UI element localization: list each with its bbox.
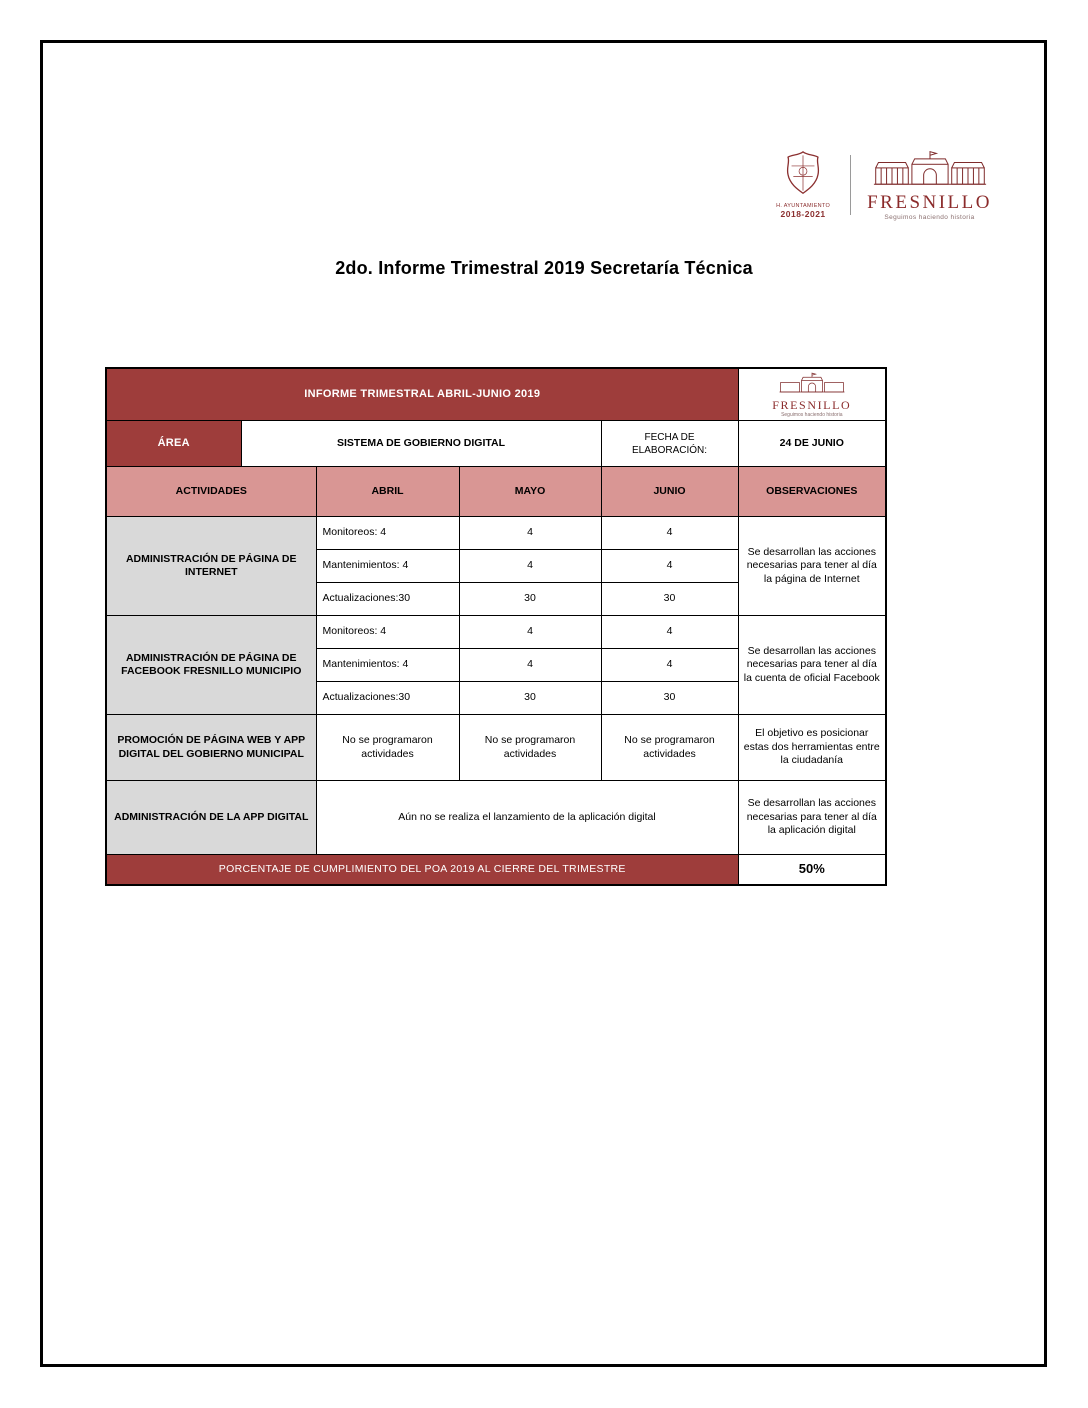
- cell-abril: Actualizaciones:30: [316, 682, 459, 715]
- cell-abril: Mantenimientos: 4: [316, 550, 459, 583]
- crest-icon: [781, 150, 825, 201]
- table-logo-cell: [738, 368, 886, 421]
- area-label: ÁREA: [106, 421, 241, 467]
- col-header-abril: ABRIL: [316, 467, 459, 517]
- municipal-crest: [772, 150, 834, 219]
- cell-junio: 4: [601, 649, 738, 682]
- cell-junio: 4: [601, 616, 738, 649]
- cell-mayo: 4: [459, 616, 601, 649]
- col-header-actividades: ACTIVIDADES: [106, 467, 316, 517]
- fresnillo-logo: [867, 148, 992, 221]
- obs-app: Se desarrollan las acciones necesarias para tener al día la aplicación digital: [738, 781, 886, 855]
- cell-mayo: 4: [459, 517, 601, 550]
- cell-abril: Monitoreos: 4: [316, 517, 459, 550]
- cell-mayo: 4: [459, 550, 601, 583]
- fresnillo-wordmark: FRESNILLO: [867, 192, 992, 213]
- fresnillo-wordmark: FRESNILLO: [772, 397, 852, 412]
- building-icon: [870, 148, 990, 191]
- footer-label: PORCENTAJE DE CUMPLIMIENTO DEL POA 2019 AL CIERRE DEL TRIMESTRE: [106, 855, 738, 885]
- logo-divider: [850, 155, 851, 215]
- cell-mayo: No se programaron actividades: [459, 715, 601, 781]
- cell-junio: 4: [601, 550, 738, 583]
- cell-mayo: 30: [459, 583, 601, 616]
- crest-years: 2018-2021: [780, 209, 826, 219]
- cell-abril: Actualizaciones:30: [316, 583, 459, 616]
- fresnillo-tagline: Seguimos haciendo historia: [884, 214, 975, 221]
- obs-facebook: Se desarrollan las acciones necesarias para tener al día la cuenta de oficial Facebook: [738, 616, 886, 715]
- cell-junio: 30: [601, 583, 738, 616]
- table-header-title: INFORME TRIMESTRAL ABRIL-JUNIO 2019: [106, 368, 738, 421]
- cell-junio: 30: [601, 682, 738, 715]
- col-header-mayo: MAYO: [459, 467, 601, 517]
- fresnillo-mini-logo: [741, 371, 884, 418]
- obs-promocion: El objetivo es posicionar estas dos herramientas entre la ciudadanía: [738, 715, 886, 781]
- cell-app-merged: Aún no se realiza el lanzamiento de la aplicación digital: [316, 781, 738, 855]
- col-header-junio: JUNIO: [601, 467, 738, 517]
- report-table: [105, 367, 887, 886]
- cell-mayo: 4: [459, 649, 601, 682]
- activity-internet: ADMINISTRACIÓN DE PÁGINA DE INTERNET: [106, 517, 316, 616]
- obs-internet: Se desarrollan las acciones necesarias para tener al día la página de Internet: [738, 517, 886, 616]
- col-header-observaciones: OBSERVACIONES: [738, 467, 886, 517]
- cell-abril: Monitoreos: 4: [316, 616, 459, 649]
- activity-promocion: PROMOCIÓN DE PÁGINA WEB Y APP DIGITAL DEL GOBIERNO MUNICIPAL: [106, 715, 316, 781]
- cell-junio: 4: [601, 517, 738, 550]
- fecha-label: FECHA DE ELABORACIÓN:: [601, 421, 738, 467]
- fecha-value: 24 DE JUNIO: [738, 421, 886, 467]
- activity-facebook: ADMINISTRACIÓN DE PÁGINA DE FACEBOOK FRESNILLO MUNICIPIO: [106, 616, 316, 715]
- cell-abril: No se programaron actividades: [316, 715, 459, 781]
- building-icon: [773, 371, 851, 398]
- crest-caption: H. AYUNTAMIENTO: [776, 203, 831, 209]
- header-logos: [772, 148, 992, 221]
- activity-app: ADMINISTRACIÓN DE LA APP DIGITAL: [106, 781, 316, 855]
- fresnillo-tagline: Seguimos haciendo historia: [781, 411, 843, 418]
- cell-junio: No se programaron actividades: [601, 715, 738, 781]
- footer-value: 50%: [738, 855, 886, 885]
- cell-abril: Mantenimientos: 4: [316, 649, 459, 682]
- page-title: 2do. Informe Trimestral 2019 Secretaría Técnica: [335, 258, 753, 278]
- area-value: SISTEMA DE GOBIERNO DIGITAL: [241, 421, 601, 467]
- cell-mayo: 30: [459, 682, 601, 715]
